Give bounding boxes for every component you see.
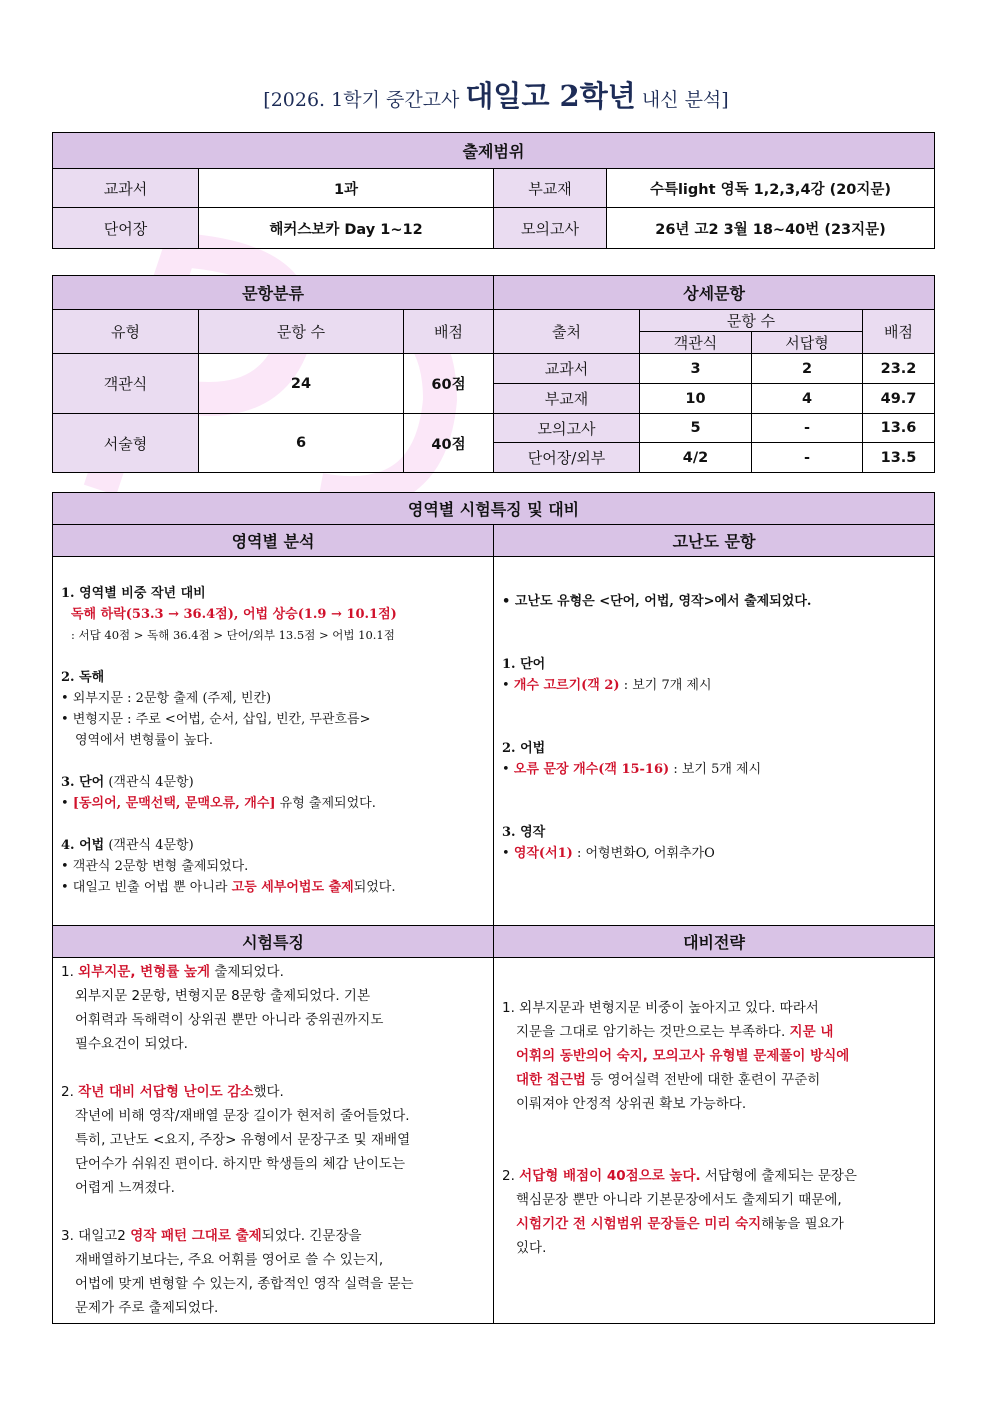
- hard-h2-red: 오류 문장 개수(객 15-16): [513, 762, 670, 777]
- exam-p3-red: 영작 패턴 그대로 출제: [130, 1228, 262, 1244]
- prep-p1-l1: 1. 외부지문과 변형지문 비중이 높아지고 있다. 따라서: [502, 1000, 819, 1016]
- analysis-header: 영역별 분석: [53, 525, 494, 557]
- exam-header: 시험특징: [53, 926, 494, 958]
- subj-sub: 4: [752, 384, 863, 414]
- prep-cell: [494, 958, 935, 1324]
- score-objective: 60점: [404, 354, 494, 414]
- hard-h2-rest: : 보기 5개 제시: [669, 762, 762, 777]
- analysis-s1-note: : 서답 40점 > 독해 36.4점 > 단어/외부 13.5점 > 어법 10.1점: [71, 628, 395, 642]
- prep-p1-l2-red: 지문 내: [789, 1024, 834, 1040]
- exam-p3-pre: 3. 대일고2: [61, 1228, 131, 1244]
- detail-header: 상세문항: [494, 276, 935, 310]
- exam-p2-pre: 2.: [61, 1084, 79, 1100]
- hard-h3-title: 3. 영작: [502, 825, 546, 840]
- exam-p1-red: 외부지문, 변형률 높게: [78, 964, 211, 980]
- analysis-s2-b2b: 영역에서 변형률이 높다.: [75, 733, 213, 748]
- exam-p3-l3: 어법에 맞게 변형할 수 있는지, 종합적인 영작 실력을 묻는: [75, 1276, 414, 1292]
- scope-header: 출제범위: [53, 133, 935, 169]
- col-obj: 객관식: [640, 332, 752, 354]
- scope-table: [52, 132, 935, 249]
- hard-h3-rest: : 어형변화O, 어휘추가O: [572, 846, 715, 861]
- analysis-s4-b2-red: 고등 세부어법도 출제: [231, 880, 354, 895]
- score-written: 40점: [404, 414, 494, 473]
- obj-mock: 5: [640, 414, 752, 443]
- analysis-s4-b1: • 객관식 2문항 변형 출제되었다.: [61, 859, 249, 874]
- analysis-s1-red: 독해 하락(53.3 → 36.4점), 어법 상승(1.9 → 10.1점): [71, 607, 397, 622]
- analysis-s3-rest: 유형 출제되었다.: [275, 796, 376, 811]
- col-source: 출처: [494, 310, 640, 354]
- features-header: 영역별 시험특징 및 대비: [53, 493, 935, 525]
- score-mock: 13.6: [863, 414, 935, 443]
- prep-p1-l4-post: 등 영어실력 전반에 대한 훈련이 꾸준히: [585, 1072, 821, 1088]
- exam-p2-l3: 특히, 고난도 <요지, 주장> 유형에서 문장구조 및 재배열: [75, 1132, 411, 1148]
- col-subj: 서답형: [752, 332, 863, 354]
- exam-p1-pre: 1.: [61, 964, 79, 980]
- score-vocab: 13.5: [863, 443, 935, 473]
- exam-p3-l4: 문제가 주로 출제되었다.: [75, 1300, 219, 1316]
- source-vocab: 단어장/외부: [494, 443, 640, 473]
- exam-p2-l2: 작년에 비해 영작/재배열 문장 길이가 현저히 줄어들었다.: [75, 1108, 410, 1124]
- prep-p2-l3-post: 해놓을 필요가: [761, 1216, 844, 1232]
- analysis-s4-b2-post: 되었다.: [353, 880, 396, 895]
- score-sub: 49.7: [863, 384, 935, 414]
- title-prefix: [2026. 1학기 중간고사: [263, 89, 466, 111]
- obj-textbook: 3: [640, 354, 752, 384]
- count-objective: 24: [199, 354, 404, 414]
- analysis-s2-b1: • 외부지문 : 2문항 출제 (주제, 빈칸): [61, 691, 272, 706]
- vocab-value: 해커스보카 Day 1~12: [199, 208, 494, 249]
- prep-p2-post: 서답형에 출제되는 문장은: [700, 1168, 857, 1184]
- title-school: 대일고 2학년: [465, 79, 636, 113]
- prep-p1-l5: 이뤄져야 안정적 상위권 확보 가능하다.: [516, 1096, 747, 1112]
- hard-h1-rest: : 보기 7개 제시: [619, 678, 712, 693]
- col-count: 문항 수: [199, 310, 404, 354]
- prep-header: 대비전략: [494, 926, 935, 958]
- col-score: 배점: [404, 310, 494, 354]
- type-objective: 객관식: [53, 354, 199, 414]
- title-suffix: 내신 분석]: [635, 89, 729, 111]
- prep-p2-l2: 핵심문장 뿐만 아니라 기본문장에서도 출제되기 때문에,: [516, 1192, 842, 1208]
- subj-mock: -: [752, 414, 863, 443]
- features-table: [52, 492, 935, 1324]
- prep-p2-pre: 2.: [502, 1168, 520, 1184]
- sub-label: 부교재: [494, 169, 607, 208]
- analysis-s2-title: 2. 독해: [61, 670, 105, 685]
- analysis-s4-b2-pre: • 대일고 빈출 어법 뿐 아니라: [61, 880, 232, 895]
- analysis-s3-title: 3. 단어: [61, 775, 105, 790]
- prep-p1-l4-red: 대한 접근법: [516, 1072, 586, 1088]
- sub-value: 수특light 영독 1,2,3,4강 (20지문): [607, 169, 935, 208]
- analysis-s3-sub: (객관식 4문항): [104, 775, 194, 790]
- hard-intro: • 고난도 유형은 <단어, 어법, 영작>에서 출제되었다.: [502, 594, 812, 609]
- prep-p2-l4: 있다.: [516, 1240, 547, 1256]
- analysis-s4-sub: (객관식 4문항): [104, 838, 194, 853]
- vocab-label: 단어장: [53, 208, 199, 249]
- source-mock: 모의고사: [494, 414, 640, 443]
- exam-p1-l2: 외부지문 2문항, 변형지문 8문항 출제되었다. 기본: [75, 988, 370, 1004]
- subj-vocab: -: [752, 443, 863, 473]
- mock-label: 모의고사: [494, 208, 607, 249]
- hard-h1-title: 1. 단어: [502, 657, 546, 672]
- exam-p2-red: 작년 대비 서답형 난이도 감소: [78, 1084, 254, 1100]
- textbook-label: 교과서: [53, 169, 199, 208]
- type-written: 서술형: [53, 414, 199, 473]
- source-textbook: 교과서: [494, 354, 640, 384]
- obj-vocab: 4/2: [640, 443, 752, 473]
- hard-cell: • 고난도 유형은 <단어, 어법, 영작>에서 출제되었다. 1. 단어 • 개수 고르기(객 2) : 보기 7개 제시 2. 어법 • 오류 문장 개수(객 15-16) : 보기 5개 제시 3. 영작 • 영작(서1) : 어형변화O, 어휘추가O: [494, 557, 935, 926]
- analysis-s3-red: [동의어, 문맥선택, 문맥오류, 개수]: [72, 796, 276, 811]
- prep-p1-l3-red: 어휘의 동반의어 숙지, 모의고사 유형별 문제풀이 방식에: [516, 1048, 850, 1064]
- mock-value: 26년 고2 3월 18~40번 (23지문): [607, 208, 935, 249]
- exam-p2-l5: 어렵게 느껴졌다.: [75, 1180, 175, 1196]
- classification-table: [52, 275, 935, 473]
- exam-p1-l3: 어휘력과 독해력이 상위권 뿐만 아니라 중위권까지도: [75, 1012, 384, 1028]
- hard-h1-red: 개수 고르기(객 2): [513, 678, 620, 693]
- hard-h2-title: 2. 어법: [502, 741, 546, 756]
- source-sub: 부교재: [494, 384, 640, 414]
- textbook-value: 1과: [199, 169, 494, 208]
- col-type: 유형: [53, 310, 199, 354]
- hard-header: 고난도 문항: [494, 525, 935, 557]
- prep-p1-l2-pre: 지문을 그대로 암기하는 것만으로는 부족하다.: [516, 1024, 790, 1040]
- exam-cell: [53, 958, 494, 1324]
- subj-textbook: 2: [752, 354, 863, 384]
- analysis-s2-b2: • 변형지문 : 주로 <어법, 순서, 삽입, 빈칸, 무관흐름>: [61, 712, 371, 727]
- analysis-s4-title: 4. 어법: [61, 838, 105, 853]
- col-detail-score: 배점: [863, 310, 935, 354]
- score-textbook: 23.2: [863, 354, 935, 384]
- exam-p2-l4: 단어수가 쉬워진 편이다. 하지만 학생들의 체감 난이도는: [75, 1156, 405, 1172]
- classification-header: 문항분류: [53, 276, 494, 310]
- exam-p1-post: 출제되었다.: [210, 964, 284, 980]
- prep-p2-red: 서답형 배점이 40점으로 높다.: [519, 1168, 701, 1184]
- analysis-cell: [53, 557, 494, 926]
- count-written: 6: [199, 414, 404, 473]
- exam-p1-l4: 필수요건이 되었다.: [75, 1036, 188, 1052]
- obj-sub: 10: [640, 384, 752, 414]
- exam-p2-post: 했다.: [253, 1084, 284, 1100]
- analysis-s3-bullet: •: [61, 796, 73, 811]
- exam-p3-l2: 재배열하기보다는, 주요 어휘를 영어로 쓸 수 있는지,: [75, 1252, 384, 1268]
- page-title: [0, 74, 992, 115]
- hard-h3-red: 영작(서1): [513, 846, 573, 861]
- prep-p2-l3-red: 시험기간 전 시험범위 문장들은 미리 숙지: [516, 1216, 762, 1232]
- exam-p3-post: 되었다. 긴문장을: [261, 1228, 362, 1244]
- col-detail-count: 문항 수: [640, 310, 863, 332]
- analysis-s1-title: 1. 영역별 비중 작년 대비: [61, 586, 206, 601]
